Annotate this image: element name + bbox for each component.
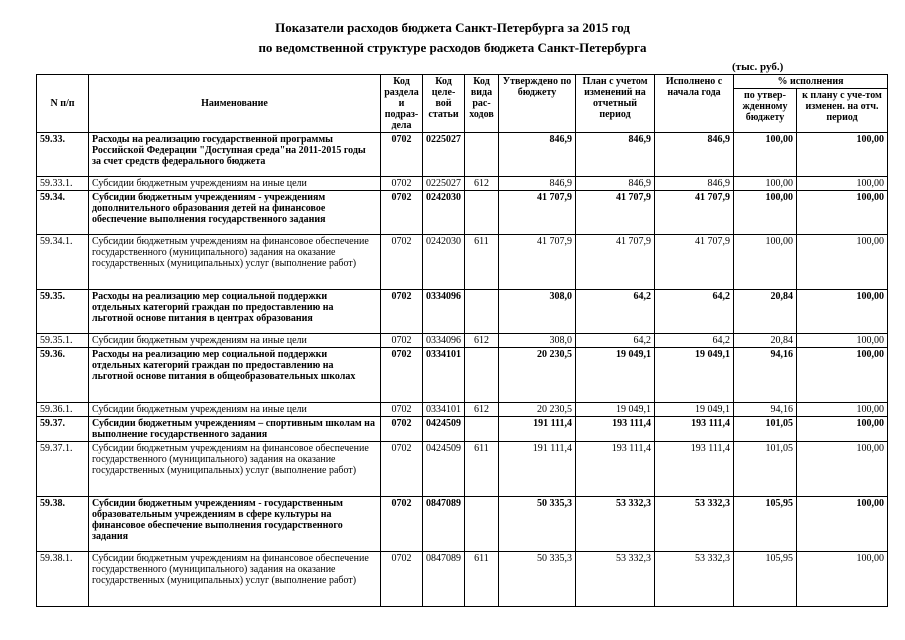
row-num: 59.35.1. bbox=[37, 334, 89, 348]
row-pct-budget: 100,00 bbox=[734, 191, 797, 235]
row-done: 846,9 bbox=[655, 133, 734, 177]
row-plan: 41 707,9 bbox=[576, 235, 655, 290]
row-done: 193 111,4 bbox=[655, 417, 734, 442]
table-row bbox=[37, 177, 888, 191]
row-name: Субсидии бюджетным учреждениям – спортивным школам на выполнение государственного задания bbox=[89, 417, 381, 442]
row-approved: 41 707,9 bbox=[499, 235, 576, 290]
row-pct-plan: 100,00 bbox=[797, 403, 888, 417]
row-plan: 19 049,1 bbox=[576, 403, 655, 417]
row-plan: 846,9 bbox=[576, 133, 655, 177]
row-pct-budget: 94,16 bbox=[734, 348, 797, 403]
row-section-code: 0702 bbox=[381, 133, 423, 177]
header-pct: % исполнения bbox=[734, 75, 888, 89]
row-name: Субсидии бюджетным учреждениям на иные цели bbox=[89, 177, 381, 191]
row-pct-plan: 100,00 bbox=[797, 417, 888, 442]
report-title: Показатели расходов бюджета Санкт-Петербурга за 2015 год bbox=[275, 20, 630, 35]
row-section-code: 0702 bbox=[381, 403, 423, 417]
row-num: 59.37.1. bbox=[37, 442, 89, 497]
header-type-code: Код вида рас-ходов bbox=[465, 75, 499, 133]
row-type-code bbox=[465, 290, 499, 334]
row-section-code: 0702 bbox=[381, 552, 423, 607]
row-name: Субсидии бюджетным учреждениям на финансовое обеспечение государственного (муниципального) задания на оказание государственных (муниципальных) услуг (выполнение работ) bbox=[89, 552, 381, 607]
budget-table bbox=[36, 74, 888, 607]
row-approved: 20 230,5 bbox=[499, 403, 576, 417]
row-target-code: 0334096 bbox=[423, 334, 465, 348]
row-target-code: 0334101 bbox=[423, 403, 465, 417]
row-pct-budget: 20,84 bbox=[734, 290, 797, 334]
row-num: 59.33. bbox=[37, 133, 89, 177]
row-target-code: 0424509 bbox=[423, 417, 465, 442]
row-done: 64,2 bbox=[655, 290, 734, 334]
row-section-code: 0702 bbox=[381, 497, 423, 552]
row-done: 41 707,9 bbox=[655, 191, 734, 235]
row-target-code: 0225027 bbox=[423, 177, 465, 191]
row-name: Субсидии бюджетным учреждениям - государственным образовательным учреждениям в сфере культуры на финансовое обеспечение выполнения государственного задания bbox=[89, 497, 381, 552]
row-target-code: 0847089 bbox=[423, 552, 465, 607]
row-pct-plan: 100,00 bbox=[797, 442, 888, 497]
row-plan: 64,2 bbox=[576, 334, 655, 348]
row-num: 59.35. bbox=[37, 290, 89, 334]
row-type-code bbox=[465, 497, 499, 552]
row-name: Субсидии бюджетным учреждениям на финансовое обеспечение государственного (муниципального) задания на оказание государственных (муниципальных) услуг (выполнение работ) bbox=[89, 442, 381, 497]
row-section-code: 0702 bbox=[381, 334, 423, 348]
row-target-code: 0847089 bbox=[423, 497, 465, 552]
row-type-code bbox=[465, 348, 499, 403]
row-name: Субсидии бюджетным учреждениям на финансовое обеспечение государственного (муниципального) задания на оказание государственных (муниципальных) услуг (выполнение работ) bbox=[89, 235, 381, 290]
row-num: 59.38.1. bbox=[37, 552, 89, 607]
row-done: 41 707,9 bbox=[655, 235, 734, 290]
row-type-code bbox=[465, 417, 499, 442]
row-type-code: 611 bbox=[465, 442, 499, 497]
row-target-code: 0225027 bbox=[423, 133, 465, 177]
row-done: 193 111,4 bbox=[655, 442, 734, 497]
row-pct-budget: 20,84 bbox=[734, 334, 797, 348]
row-pct-plan: 100,00 bbox=[797, 133, 888, 177]
units-label: (тыс. руб.) bbox=[732, 61, 784, 73]
row-type-code bbox=[465, 191, 499, 235]
row-pct-budget: 100,00 bbox=[734, 177, 797, 191]
table-row bbox=[37, 334, 888, 348]
row-num: 59.36.1. bbox=[37, 403, 89, 417]
row-pct-budget: 101,05 bbox=[734, 417, 797, 442]
row-target-code: 0334096 bbox=[423, 290, 465, 334]
row-num: 59.34.1. bbox=[37, 235, 89, 290]
row-plan: 53 332,3 bbox=[576, 552, 655, 607]
row-name: Расходы на реализацию государственной программы Российской Федерации "Доступная среда"на 2011-2015 годы за счет средств федерального бюджета bbox=[89, 133, 381, 177]
table-row bbox=[37, 235, 888, 290]
row-target-code: 0334101 bbox=[423, 348, 465, 403]
header-done: Исполнено с начала года bbox=[655, 75, 734, 133]
row-name: Субсидии бюджетным учреждениям на иные цели bbox=[89, 334, 381, 348]
row-num: 59.37. bbox=[37, 417, 89, 442]
row-approved: 846,9 bbox=[499, 177, 576, 191]
row-done: 846,9 bbox=[655, 177, 734, 191]
row-approved: 50 335,3 bbox=[499, 552, 576, 607]
row-section-code: 0702 bbox=[381, 177, 423, 191]
row-section-code: 0702 bbox=[381, 235, 423, 290]
row-num: 59.38. bbox=[37, 497, 89, 552]
table-body bbox=[37, 133, 888, 607]
row-type-code: 612 bbox=[465, 177, 499, 191]
row-approved: 191 111,4 bbox=[499, 417, 576, 442]
row-pct-budget: 101,05 bbox=[734, 442, 797, 497]
row-pct-budget: 94,16 bbox=[734, 403, 797, 417]
row-target-code: 0242030 bbox=[423, 191, 465, 235]
table-row bbox=[37, 417, 888, 442]
table-row bbox=[37, 497, 888, 552]
row-section-code: 0702 bbox=[381, 442, 423, 497]
row-pct-budget: 100,00 bbox=[734, 133, 797, 177]
table-row bbox=[37, 442, 888, 497]
header-name: Наименование bbox=[89, 75, 381, 133]
row-approved: 308,0 bbox=[499, 334, 576, 348]
row-plan: 193 111,4 bbox=[576, 417, 655, 442]
row-pct-plan: 100,00 bbox=[797, 177, 888, 191]
row-approved: 50 335,3 bbox=[499, 497, 576, 552]
row-section-code: 0702 bbox=[381, 191, 423, 235]
row-done: 19 049,1 bbox=[655, 348, 734, 403]
header-num: N п/п bbox=[37, 75, 89, 133]
row-name: Субсидии бюджетным учреждениям на иные цели bbox=[89, 403, 381, 417]
row-pct-plan: 100,00 bbox=[797, 334, 888, 348]
row-type-code: 611 bbox=[465, 552, 499, 607]
row-done: 53 332,3 bbox=[655, 497, 734, 552]
row-type-code bbox=[465, 133, 499, 177]
row-plan: 19 049,1 bbox=[576, 348, 655, 403]
header-target-code: Код целе-вой статьи bbox=[423, 75, 465, 133]
row-pct-plan: 100,00 bbox=[797, 348, 888, 403]
row-num: 59.34. bbox=[37, 191, 89, 235]
header-plan: План с учетом изменений на отчетный период bbox=[576, 75, 655, 133]
row-pct-budget: 100,00 bbox=[734, 235, 797, 290]
row-done: 19 049,1 bbox=[655, 403, 734, 417]
header-pct-budget: по утвер-жденному бюджету bbox=[734, 89, 797, 133]
row-name: Субсидии бюджетным учреждениям - учреждениям дополнительного образования детей на финансовое обеспечение выполнения государственного задания bbox=[89, 191, 381, 235]
table-row bbox=[37, 348, 888, 403]
row-num: 59.33.1. bbox=[37, 177, 89, 191]
row-done: 53 332,3 bbox=[655, 552, 734, 607]
row-approved: 41 707,9 bbox=[499, 191, 576, 235]
row-approved: 308,0 bbox=[499, 290, 576, 334]
row-pct-plan: 100,00 bbox=[797, 235, 888, 290]
row-target-code: 0242030 bbox=[423, 235, 465, 290]
row-num: 59.36. bbox=[37, 348, 89, 403]
row-pct-plan: 100,00 bbox=[797, 191, 888, 235]
row-plan: 846,9 bbox=[576, 177, 655, 191]
row-target-code: 0424509 bbox=[423, 442, 465, 497]
header-section-code: Код раздела и подраз-дела bbox=[381, 75, 423, 133]
table-row bbox=[37, 403, 888, 417]
row-plan: 64,2 bbox=[576, 290, 655, 334]
row-pct-plan: 100,00 bbox=[797, 497, 888, 552]
row-pct-plan: 100,00 bbox=[797, 552, 888, 607]
row-done: 64,2 bbox=[655, 334, 734, 348]
row-name: Расходы на реализацию мер социальной поддержки отдельных категорий граждан по предоставлению на льготной основе питания в общеобразовательных школах bbox=[89, 348, 381, 403]
row-approved: 846,9 bbox=[499, 133, 576, 177]
row-type-code: 612 bbox=[465, 334, 499, 348]
row-approved: 191 111,4 bbox=[499, 442, 576, 497]
header-pct-plan: к плану с уче-том изменен. на отч. период bbox=[797, 89, 888, 133]
row-type-code: 611 bbox=[465, 235, 499, 290]
row-plan: 193 111,4 bbox=[576, 442, 655, 497]
table-row bbox=[37, 552, 888, 607]
row-pct-budget: 105,95 bbox=[734, 497, 797, 552]
row-section-code: 0702 bbox=[381, 417, 423, 442]
row-name: Расходы на реализацию мер социальной поддержки отдельных категорий граждан по предоставлению на льготной основе питания в центрах образования bbox=[89, 290, 381, 334]
row-approved: 20 230,5 bbox=[499, 348, 576, 403]
row-section-code: 0702 bbox=[381, 290, 423, 334]
row-plan: 41 707,9 bbox=[576, 191, 655, 235]
header-approved: Утверждено по бюджету bbox=[499, 75, 576, 133]
table-row bbox=[37, 133, 888, 177]
row-pct-budget: 105,95 bbox=[734, 552, 797, 607]
row-section-code: 0702 bbox=[381, 348, 423, 403]
report-subtitle: по ведомственной структуре расходов бюджета Санкт-Петербурга bbox=[258, 40, 647, 55]
row-plan: 53 332,3 bbox=[576, 497, 655, 552]
table-row bbox=[37, 290, 888, 334]
row-pct-plan: 100,00 bbox=[797, 290, 888, 334]
table-row bbox=[37, 191, 888, 235]
row-type-code: 612 bbox=[465, 403, 499, 417]
